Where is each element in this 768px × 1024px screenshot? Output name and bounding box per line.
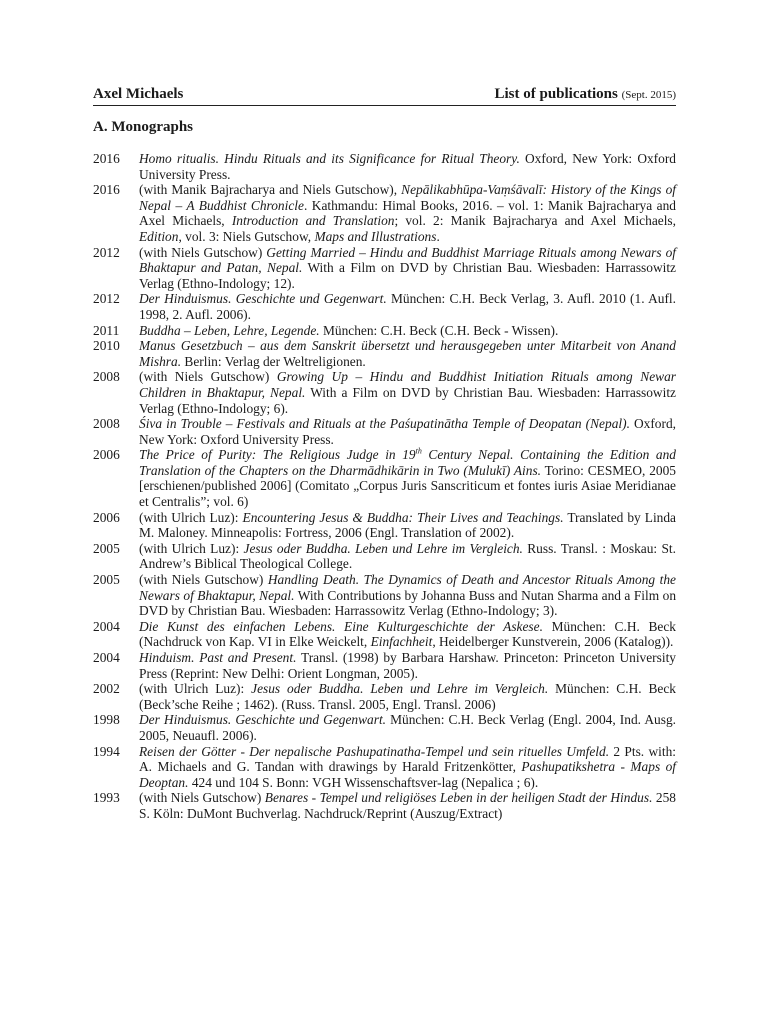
publication-entry — [93, 447, 676, 509]
publication-entry — [93, 291, 676, 322]
publication-citation: (with Niels Gutschow) Getting Married – Hindu and Buddhist Marriage Rituals among Newars of Bhaktapur and Patan, Nepal. With a Film on DVD by Christian Bau. Wiesbaden: Harrassowitz Verlag (Ethno-Indology; 12). — [139, 244, 676, 291]
publication-citation: (with Ulrich Luz): Encountering Jesus & Buddha: Their Lives and Teachings. Translated by Linda M. Maloney. Minneapolis: Fortress, 2006 (Engl. Translation of 2002). — [139, 509, 676, 541]
publication-citation: Buddha – Leben, Lehre, Legende. München: C.H. Beck (C.H. Beck - Wissen). — [139, 322, 559, 338]
publication-entry — [93, 338, 676, 369]
publication-year: 1993 — [93, 790, 120, 806]
author-name: Axel Michaels — [93, 86, 184, 102]
publication-year: 1998 — [93, 712, 120, 728]
publication-citation: (with Manik Bajracharya and Niels Gutschow), Nepālikabhūpa-Vaṃśāvalī: History of the Kings of Nepal – A Buddhist Chronicle. Kathmandu: Himal Books, 2016. – vol. 1: Manik Bajracharya and Axel Michaels, Introduction and Translation; vol. 2: Manik Bajracharya and Axel Michaels, Edition, vol. 3: Niels Gutschow, Maps and Illustrations. — [139, 182, 677, 244]
header-title-group — [494, 86, 676, 103]
publication-entry — [93, 572, 676, 619]
document-date: (Sept. 2015) — [621, 89, 676, 101]
publication-citation: Hinduism. Past and Present. Transl. (1998) by Barbara Harshaw. Princeton: Princeton University Press (Reprint: New Delhi: Orient Longman, 2005). — [139, 650, 676, 681]
publication-entry — [93, 245, 676, 292]
publication-citation: The Price of Purity: The Religious Judge in 19th Century Nepal. Containing the Edition and Translation of the Chapters on the Dharmādhikārin in Two (Mulukī) Ains. Torino: CESMEO, 2005 [erschienen/published 2006] (Comitato „Corpus Juris Sanscriticum et fontes iuris Asiae Meridianae et Centralis”; vol. 6) — [139, 446, 676, 510]
publication-year: 2004 — [93, 650, 120, 665]
publication-year: 2004 — [93, 618, 120, 634]
publication-year: 2016 — [93, 151, 120, 166]
publication-entry — [93, 416, 676, 447]
publication-entry — [93, 681, 676, 712]
publication-citation: Manus Gesetzbuch – aus dem Sanskrit übersetzt und herausgegeben unter Mitarbeit von Anand Mishra. Berlin: Verlag der Weltreligionen. — [139, 338, 676, 369]
publication-citation: Die Kunst des einfachen Lebens. Eine Kulturgeschichte der Askese. München: C.H. Beck (Nachdruck von Kap. VI in Elke Weickelt, Einfachheit, Heidelberger Kunstverein, 2006 (Katalog)). — [139, 618, 677, 650]
publication-entry — [93, 151, 676, 182]
publication-entry — [93, 712, 676, 743]
publication-citation: Der Hinduismus. Geschichte und Gegenwart. München: C.H. Beck Verlag (Engl. 2004, Ind. Ausg. 2005, Neuaufl. 2006). — [139, 712, 676, 743]
document-title: List of publications — [494, 86, 618, 102]
publication-citation: Homo ritualis. Hindu Rituals and its Significance for Ritual Theory. Oxford, New York: Oxford University Press. — [139, 151, 676, 182]
publication-entry — [93, 541, 676, 572]
publication-year: 2016 — [93, 182, 120, 198]
publication-citation: (with Niels Gutschow) Growing Up – Hindu and Buddhist Initiation Rituals among Newar Children in Bhaktapur, Nepal. With a Film on DVD by Christian Bau. Wiesbaden: Harrassowitz Verlag (Ethno-Indology; 6). — [139, 369, 676, 416]
section-heading: A. Monographs — [93, 119, 194, 135]
publication-year: 2002 — [93, 681, 120, 697]
publication-year: 2008 — [93, 416, 120, 432]
publication-year: 2012 — [93, 244, 120, 260]
page-header — [93, 86, 676, 106]
publication-year: 2010 — [93, 338, 120, 354]
publication-year: 2008 — [93, 369, 120, 385]
publication-entry — [93, 182, 676, 244]
publication-citation: Der Hinduismus. Geschichte und Gegenwart. München: C.H. Beck Verlag, 3. Aufl. 2010 (1. Aufl. 1998, 2. Aufl. 2006). — [139, 291, 676, 322]
publication-entry — [93, 510, 676, 541]
publication-year: 2011 — [93, 322, 120, 338]
publication-entry — [93, 790, 676, 821]
publication-year: 2005 — [93, 572, 120, 588]
publication-list — [93, 151, 676, 822]
publication-entry — [93, 323, 676, 339]
publication-year: 2006 — [93, 447, 120, 463]
publication-entry — [93, 744, 676, 791]
publication-citation: (with Ulrich Luz): Jesus oder Buddha. Leben und Lehre im Vergleich. München: C.H. Beck (Beck’sche Reihe ; 1462). (Russ. Transl. 2005, Engl. Transl. 2006) — [139, 681, 676, 712]
publication-year: 1994 — [93, 743, 120, 759]
publication-citation: Reisen der Götter - Der nepalische Pashupatinatha-Tempel und sein rituelles Umfeld. 2 Pts. with: A. Michaels and G. Tandan with drawings by Harald Fritzenkötter, Pashupatikshetra - Maps of Deoptan. 424 und 104 S. Bonn: VGH Wissenschaftsver-lag (Nepalica ; 6). — [139, 743, 677, 790]
publication-citation: (with Ulrich Luz): Jesus oder Buddha. Leben und Lehre im Vergleich. Russ. Transl. : Moskau: St. Andrew’s Biblical Theological College. — [139, 540, 676, 572]
publication-entry — [93, 619, 676, 650]
publication-year: 2006 — [93, 509, 120, 525]
publication-entry — [93, 369, 676, 416]
publication-year: 2012 — [93, 291, 120, 307]
publication-citation: Śiva in Trouble – Festivals and Rituals at the Paśupatinātha Temple of Deopatan (Nepal). Oxford, New York: Oxford University Press. — [139, 416, 676, 447]
publication-entry — [93, 650, 676, 681]
publication-citation: (with Niels Gutschow) Handling Death. The Dynamics of Death and Ancestor Rituals Among the Newars of Bhaktapur, Nepal. With Contributions by Johanna Buss and Nutan Sharma and a Film on DVD by Christian Bau. Wiesbaden: Harrassowitz Verlag (Ethno-Indology; 3). — [139, 572, 677, 619]
publication-citation: (with Niels Gutschow) Benares - Tempel und religiöses Leben in der heiligen Stadt der Hindus. 258 S. Köln: DuMont Buchverlag. Nachdruck/Reprint (Auszug/Extract) — [139, 790, 676, 821]
publication-year: 2005 — [93, 540, 120, 556]
